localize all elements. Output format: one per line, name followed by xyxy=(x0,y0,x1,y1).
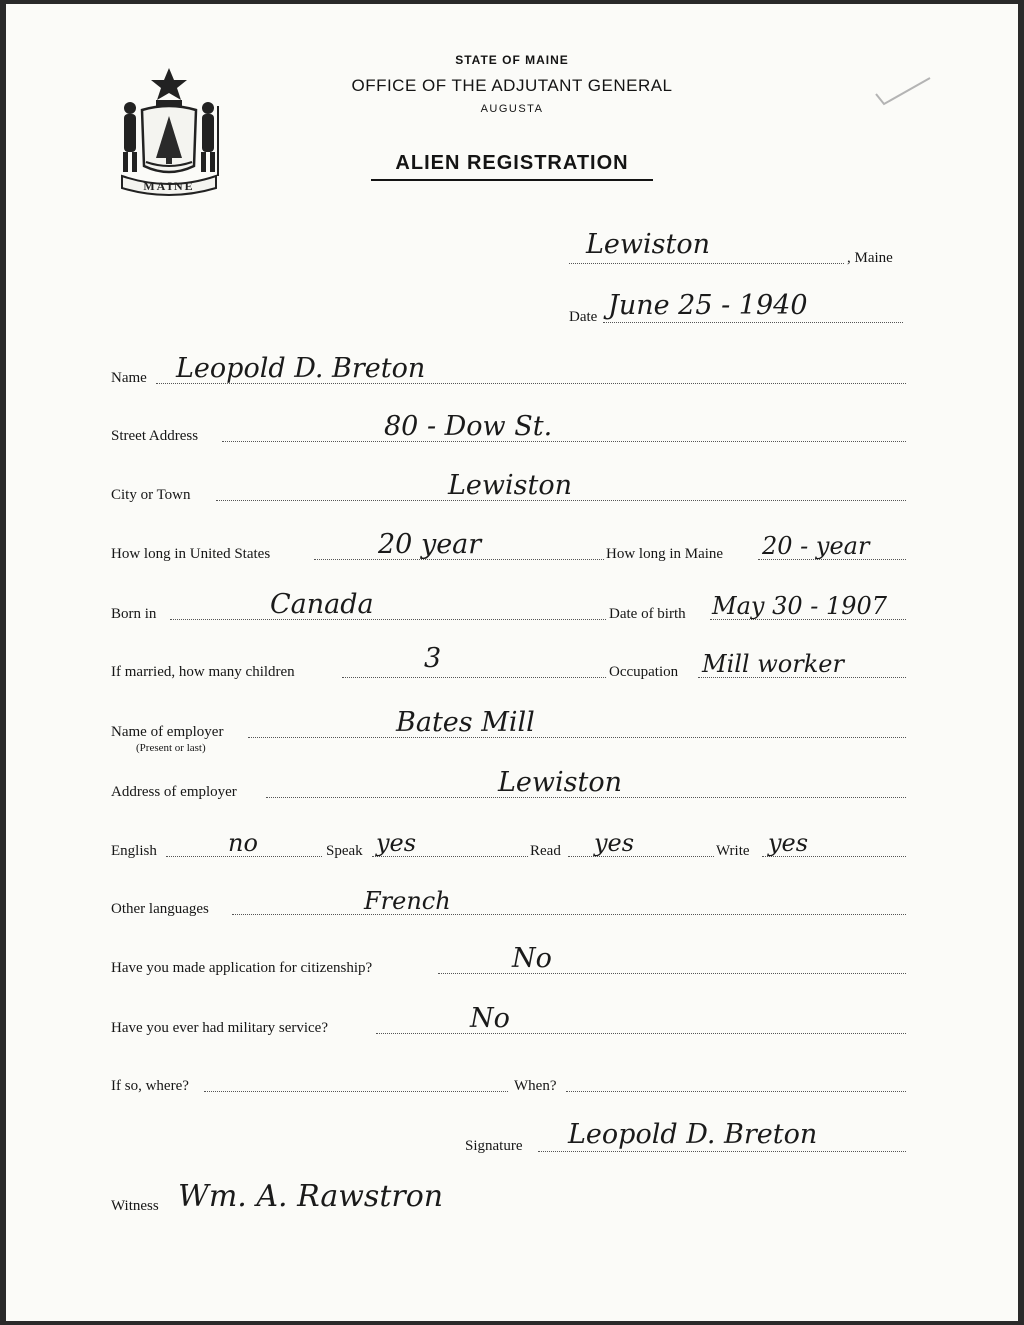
english-label: English xyxy=(111,843,157,859)
born-in-label: Born in xyxy=(111,606,157,622)
employer-value[interactable]: Bates Mill xyxy=(396,707,535,738)
speak-value[interactable]: yes xyxy=(376,829,417,857)
city-label: City or Town xyxy=(111,487,191,503)
signature-value[interactable]: Leopold D. Breton xyxy=(568,1119,818,1150)
state-seal-icon xyxy=(114,66,224,198)
alien-registration-form xyxy=(6,4,1018,1321)
military-label: Have you ever had military service? xyxy=(111,1020,328,1036)
other-languages-value[interactable]: French xyxy=(364,887,451,915)
occupation-label: Occupation xyxy=(609,664,679,680)
employer-label: Name of employer xyxy=(111,724,224,740)
write-label: Write xyxy=(716,843,750,859)
occupation-value[interactable]: Mill worker xyxy=(702,650,844,678)
how-long-maine-value[interactable]: 20 - year xyxy=(762,532,870,560)
witness-value[interactable]: Wm. A. Rawstron xyxy=(178,1179,444,1214)
street-value[interactable]: 80 - Dow St. xyxy=(384,411,553,442)
date-label: Date xyxy=(569,309,598,325)
name-value[interactable]: Leopold D. Breton xyxy=(176,353,426,384)
when-label: When? xyxy=(514,1078,557,1094)
how-long-us-value[interactable]: 20 year xyxy=(378,529,482,560)
military-value[interactable]: No xyxy=(470,1003,510,1034)
citizenship-label: Have you made application for citizenship? xyxy=(111,960,373,976)
town-value[interactable]: Lewiston xyxy=(586,229,711,260)
dob-label: Date of birth xyxy=(609,606,686,622)
city-heading: AUGUSTA xyxy=(480,103,544,115)
employer-sublabel: (Present or last) xyxy=(136,742,206,754)
how-long-maine-label: How long in Maine xyxy=(606,546,724,562)
date-value[interactable]: June 25 - 1940 xyxy=(608,290,808,321)
employer-address-label: Address of employer xyxy=(111,784,237,800)
dob-value[interactable]: May 30 - 1907 xyxy=(712,592,888,620)
witness-label: Witness xyxy=(111,1198,159,1214)
other-languages-label: Other languages xyxy=(111,901,209,917)
form-title: ALIEN REGISTRATION xyxy=(371,152,653,181)
seal-banner-text: MAINE xyxy=(143,179,195,193)
office-heading: OFFICE OF THE ADJUTANT GENERAL xyxy=(351,76,673,95)
read-label: Read xyxy=(530,843,561,859)
speak-label: Speak xyxy=(326,843,363,859)
english-value[interactable]: no xyxy=(228,829,258,857)
where-label: If so, where? xyxy=(111,1078,189,1094)
citizenship-value[interactable]: No xyxy=(512,943,552,974)
city-value[interactable]: Lewiston xyxy=(448,470,573,501)
street-label: Street Address xyxy=(111,428,199,444)
read-value[interactable]: yes xyxy=(594,829,635,857)
children-label: If married, how many children xyxy=(111,664,295,680)
signature-label: Signature xyxy=(465,1138,523,1154)
how-long-us-label: How long in United States xyxy=(111,546,271,562)
name-label: Name xyxy=(111,370,147,386)
check-mark-icon xyxy=(872,74,934,110)
maine-label: , Maine xyxy=(847,250,893,266)
born-in-value[interactable]: Canada xyxy=(270,589,374,620)
state-heading: STATE OF MAINE xyxy=(455,53,569,67)
write-value[interactable]: yes xyxy=(768,829,809,857)
children-value[interactable]: 3 xyxy=(424,643,442,674)
employer-address-value[interactable]: Lewiston xyxy=(498,767,623,798)
